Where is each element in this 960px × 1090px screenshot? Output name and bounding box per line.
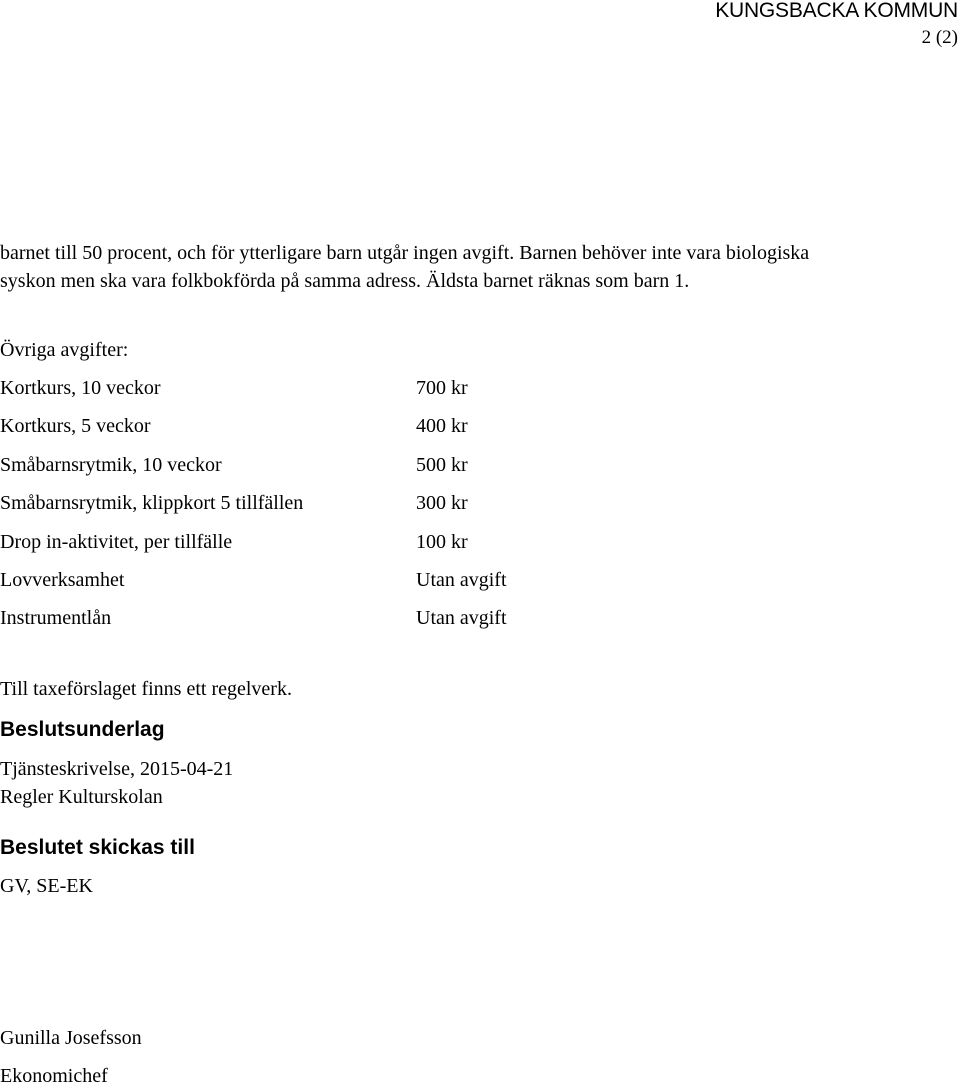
fee-row [0, 412, 960, 450]
fee-name: Lovverksamhet [0, 568, 125, 591]
sent-to-heading: Beslutet skickas till [0, 836, 195, 859]
fee-amount: 100 kr [416, 530, 468, 553]
organization-name: KUNGSBACKA KOMMUN [715, 0, 958, 22]
fee-amount: Utan avgift [416, 607, 507, 630]
decision-basis-heading: Beslutsunderlag [0, 718, 165, 741]
fee-amount: 300 kr [416, 492, 468, 515]
intro-paragraph [0, 239, 809, 295]
recipients: GV, SE-EK [0, 875, 93, 897]
fee-list [0, 374, 960, 643]
fee-amount: 400 kr [416, 415, 468, 438]
rules-note: Till taxeförslaget finns ett regelverk. [0, 678, 292, 700]
intro-line: syskon men ska vara folkbokförda på samma adress. Äldsta barnet räknas som barn 1. [0, 270, 690, 292]
fee-row [0, 566, 960, 604]
fee-amount: Utan avgift [416, 568, 507, 591]
fee-row [0, 528, 960, 566]
decision-basis-list [0, 755, 233, 811]
list-item: Regler Kulturskolan [0, 786, 163, 808]
fee-row [0, 604, 960, 642]
fee-amount: 700 kr [416, 377, 468, 399]
fee-row [0, 451, 960, 489]
page-number: 2 (2) [921, 27, 958, 48]
fee-row [0, 489, 960, 527]
intro-line: barnet till 50 procent, och för ytterligare barn utgår ingen avgift. Barnen behöver inte vara biologiska [0, 242, 810, 264]
fee-name: Instrumentlån [0, 607, 112, 630]
fee-name: Småbarnsrytmik, klippkort 5 tillfällen [0, 492, 304, 515]
fee-name: Drop in-aktivitet, per tillfälle [0, 530, 233, 553]
fee-name: Kortkurs, 10 veckor [0, 377, 161, 399]
list-item: Tjänsteskrivelse, 2015-04-21 [0, 758, 234, 780]
fee-name: Kortkurs, 5 veckor [0, 415, 151, 438]
fee-row [0, 374, 960, 412]
signatory-name: Gunilla Josefsson [0, 1027, 142, 1049]
signatory-title: Ekonomichef [0, 1065, 108, 1087]
fee-name: Småbarnsrytmik, 10 veckor [0, 453, 222, 476]
other-fees-label: Övriga avgifter: [0, 339, 129, 361]
fee-amount: 500 kr [416, 453, 468, 476]
